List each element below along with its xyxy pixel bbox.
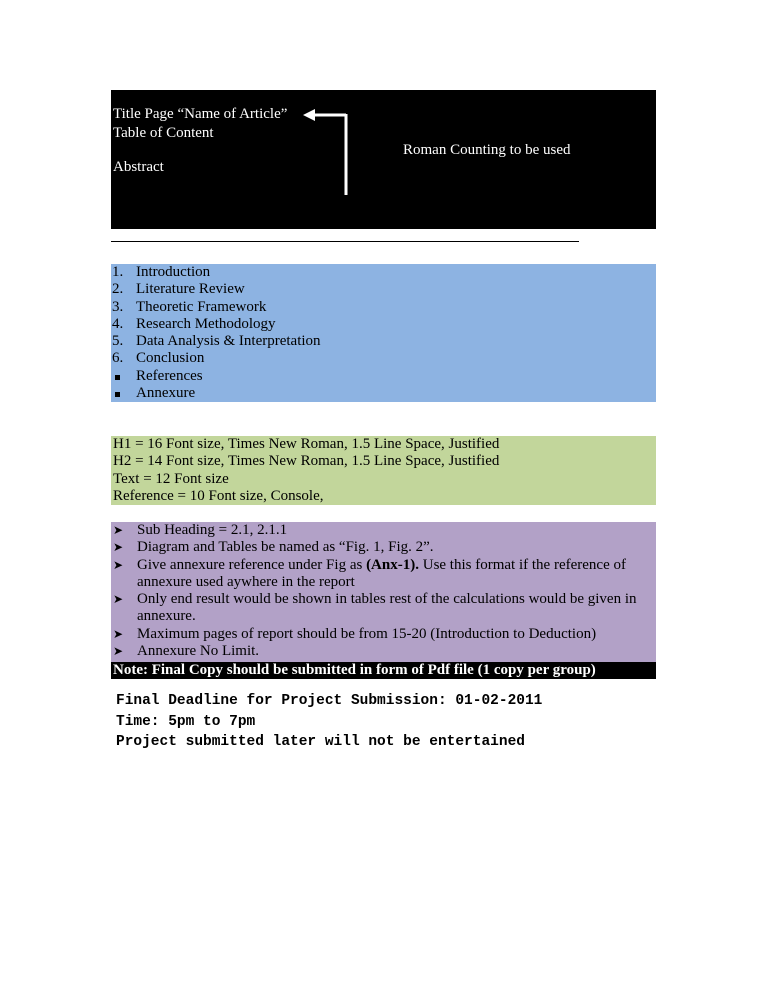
late-submission-line: Project submitted later will not be entertained (116, 734, 525, 750)
list-item (111, 539, 656, 556)
list-label: Theoretic Framework (136, 298, 267, 315)
time-line: Time: 5pm to 7pm (116, 714, 256, 730)
arrow-bullet-icon: ➤ (113, 644, 124, 659)
list-label: Literature Review (136, 281, 245, 298)
list-item (111, 368, 656, 385)
list-label: Research Methodology (136, 315, 276, 332)
bracket-arrow-icon (301, 109, 361, 199)
list-item (111, 522, 656, 539)
list-number: 4. (112, 315, 124, 332)
abstract-item: Abstract (113, 159, 164, 175)
separator-line (111, 241, 579, 242)
arrow-bullet-icon: ➤ (113, 626, 124, 641)
list-item (111, 281, 656, 298)
list-label: References (136, 367, 203, 384)
format-rule: Reference = 10 Font size, Console, (113, 487, 324, 504)
list-label: Conclusion (136, 350, 205, 367)
format-rule: H1 = 16 Font size, Times New Roman, 1.5 Line Space, Justified (113, 436, 500, 452)
arrow-bullet-icon: ➤ (113, 557, 124, 572)
arrow-bullet-icon: ➤ (113, 592, 124, 607)
list-item (111, 264, 656, 281)
list-item (111, 643, 656, 660)
format-rule: Text = 12 Font size (113, 470, 229, 487)
list-item (111, 385, 656, 402)
list-label: Annexure (136, 385, 196, 402)
square-bullet-icon (111, 368, 136, 385)
annexure-format: (Anx-1). (366, 556, 419, 573)
guideline-text: Give annexure reference under Fig as (Anx-1). Use this format if the reference of annexure used aywhere in the report (137, 556, 626, 590)
list-label: Introduction (136, 264, 211, 280)
chapter-list (111, 264, 656, 402)
list-item (111, 299, 656, 316)
list-number: 5. (112, 333, 124, 350)
list-number: 1. (112, 264, 124, 280)
roman-counting-note: Roman Counting to be used (403, 142, 571, 158)
guideline-text: Only end result would be shown in tables rest of the calculations would be given in annexure. (137, 591, 637, 625)
deadline-line: Final Deadline for Project Submission: 01-02-2011 (116, 693, 543, 709)
square-bullet-icon (111, 385, 136, 402)
list-label: Data Analysis & Interpretation (136, 333, 321, 350)
guideline-text: Maximum pages of report should be from 15-20 (Introduction to Deduction) (137, 625, 597, 642)
front-matter-box (111, 90, 656, 229)
list-item (111, 591, 656, 626)
guideline-text: Diagram and Tables be named as “Fig. 1, Fig. 2”. (137, 539, 434, 556)
list-item (111, 626, 656, 643)
list-item (111, 350, 656, 367)
guidelines-list (111, 522, 656, 662)
guideline-text: Annexure No Limit. (137, 643, 260, 660)
format-rule: H2 = 14 Font size, Times New Roman, 1.5 Line Space, Justified (113, 453, 500, 470)
list-item (111, 333, 656, 350)
title-page-item: Title Page “Name of Article” (113, 106, 288, 122)
arrow-bullet-icon: ➤ (113, 540, 124, 555)
submission-note: Note: Final Copy should be submitted in form of Pdf file (1 copy per group) (111, 662, 656, 679)
guideline-text: Sub Heading = 2.1, 2.1.1 (137, 522, 288, 538)
list-number: 6. (112, 350, 124, 367)
list-item (111, 316, 656, 333)
list-number: 2. (112, 281, 124, 298)
list-item (111, 557, 656, 592)
arrow-bullet-icon: ➤ (113, 523, 124, 537)
formatting-rules (111, 436, 656, 505)
list-number: 3. (112, 298, 124, 315)
table-of-content-item: Table of Content (113, 125, 214, 141)
